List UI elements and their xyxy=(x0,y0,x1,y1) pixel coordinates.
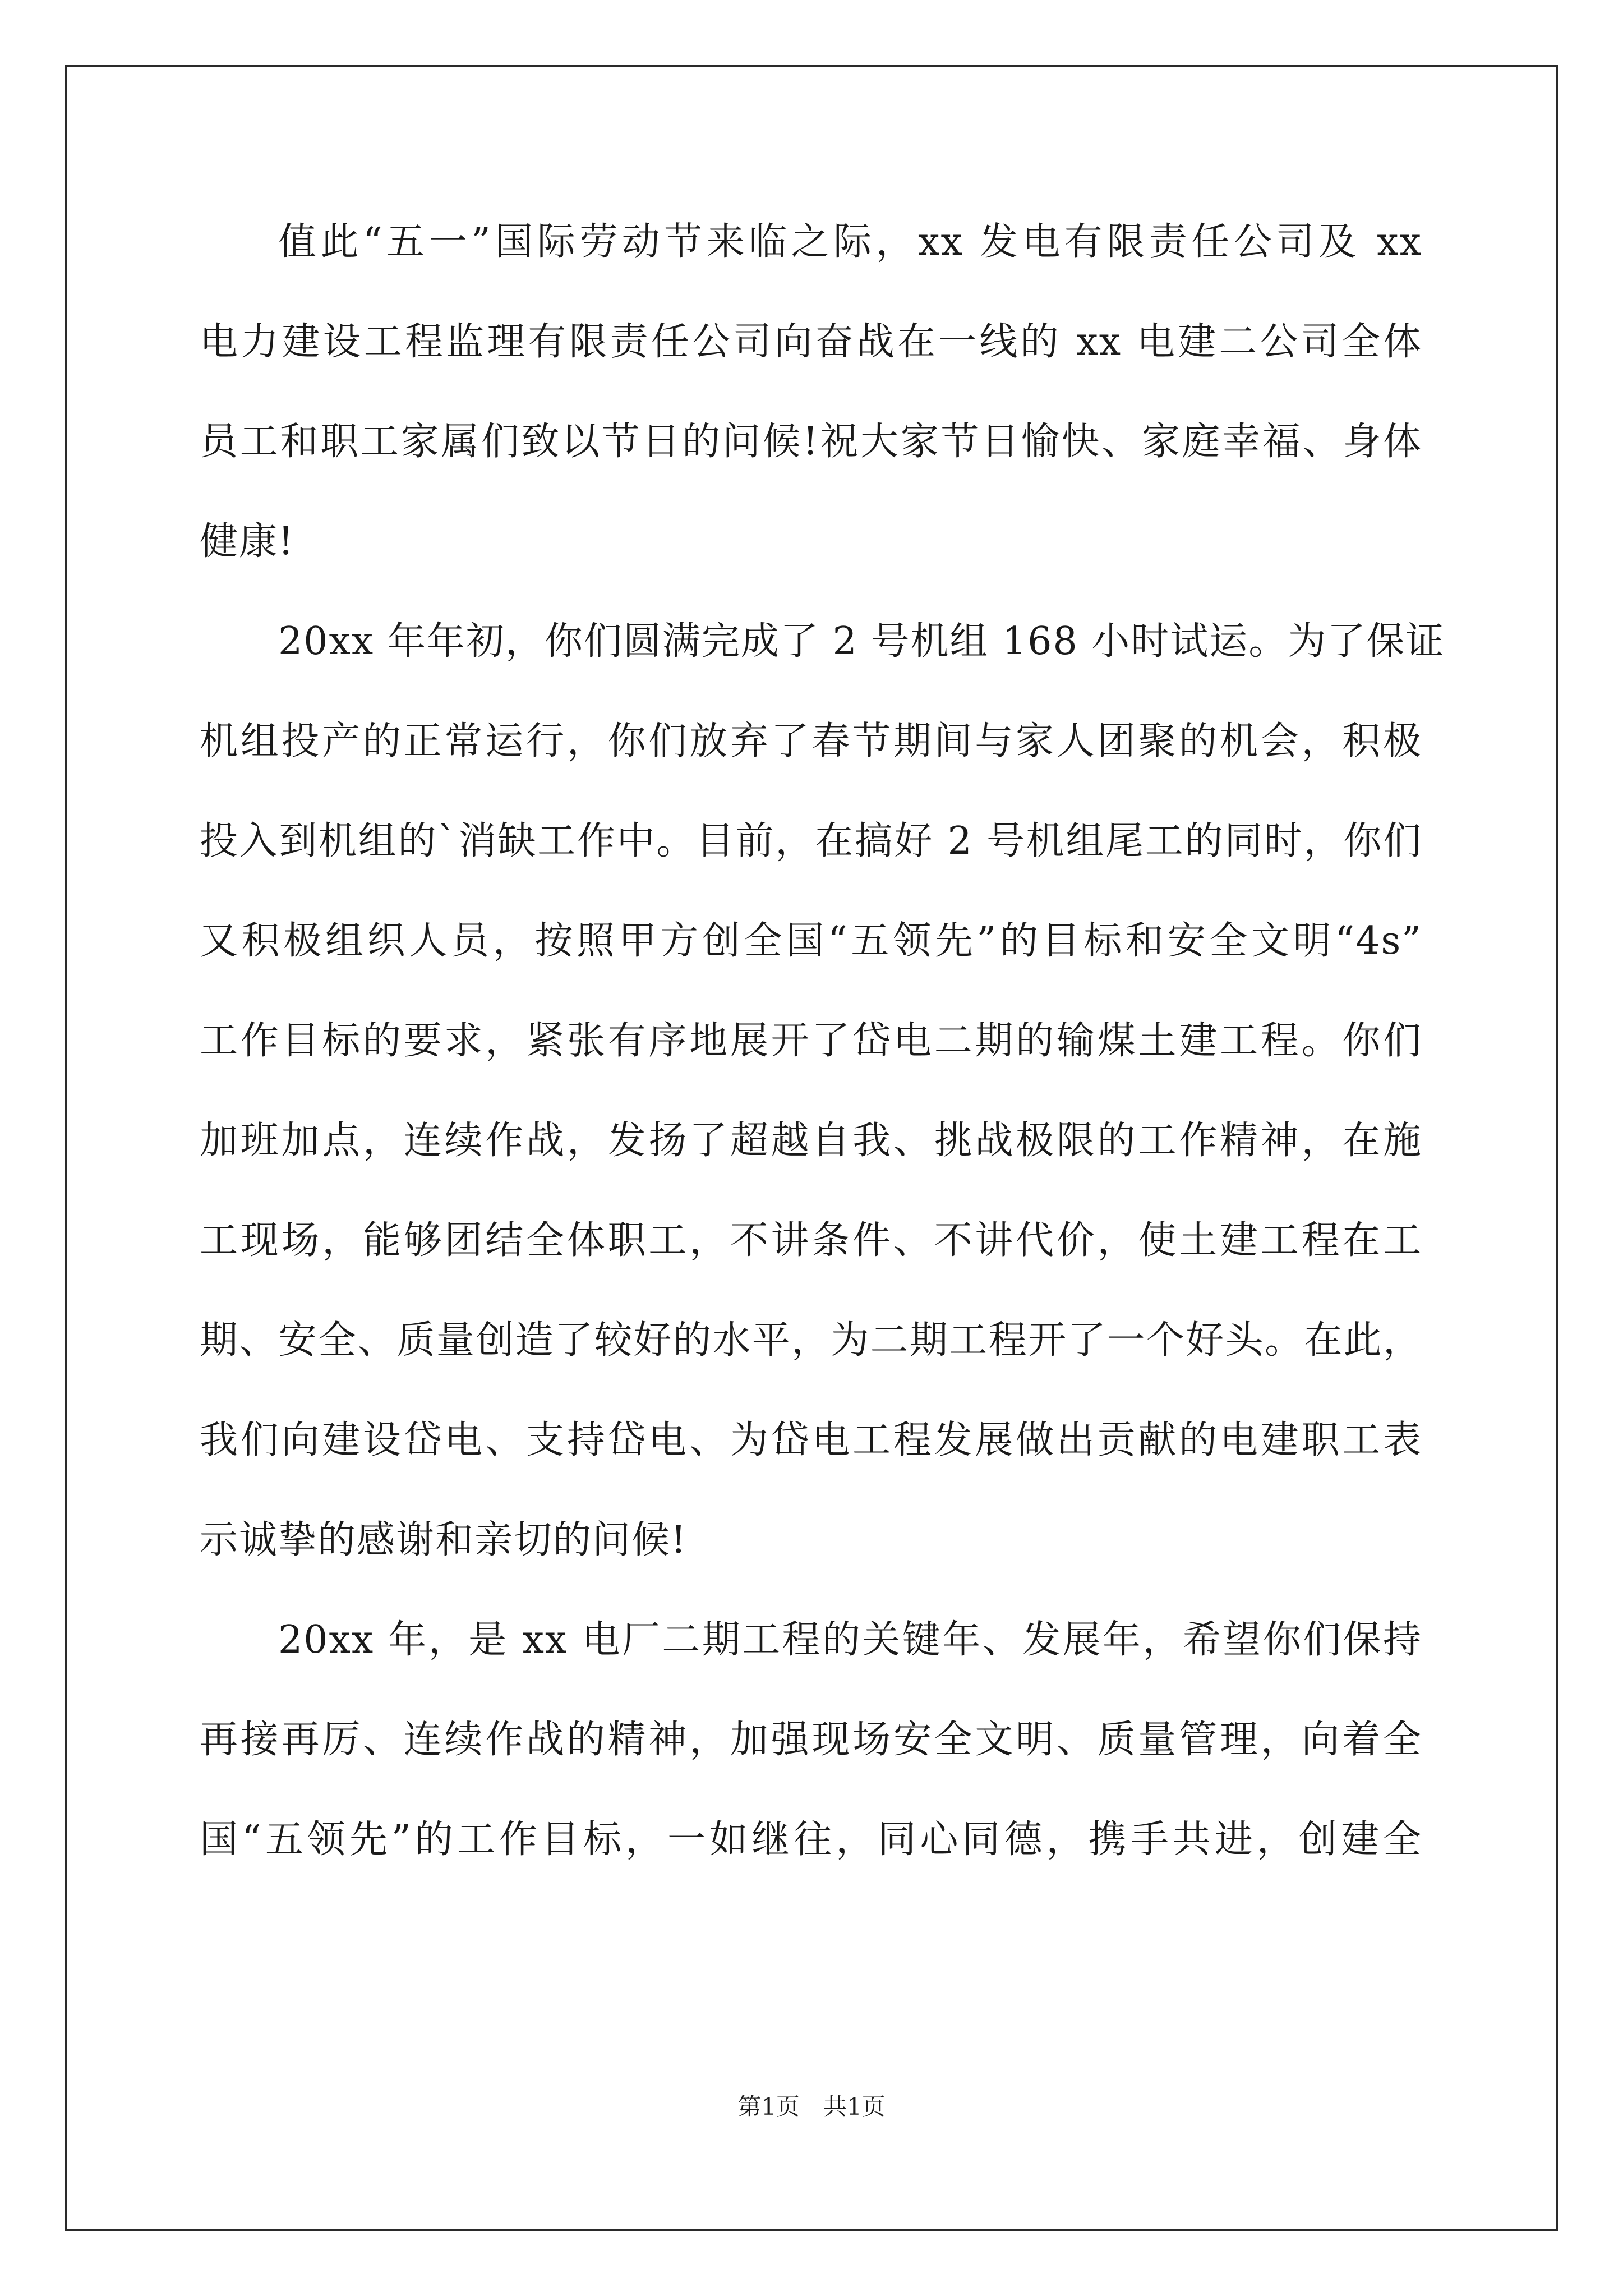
paragraph-2-line-10: 示诚挚的感谢和亲切的问候! xyxy=(200,1518,688,1562)
paragraph-2-line-3: 投入到机组的`消缺工作中。目前，在搞好 2 号机组尾工的同时，你们 xyxy=(200,819,1422,863)
paragraph-3-line-2: 再接再厉、连续作战的精神，加强现场安全文明、质量管理，向着全 xyxy=(200,1718,1422,1762)
paragraph-1-line-1: 值此“五一”国际劳动节来临之际，xx 发电有限责任公司及 xx xyxy=(278,220,1422,264)
page-total: 共1页 xyxy=(823,2093,886,2120)
page-number: 第1页 xyxy=(737,2093,800,2120)
paragraph-2-line-9: 我们向建设岱电、支持岱电、为岱电工程发展做出贡献的电建职工表 xyxy=(200,1418,1422,1462)
paragraph-1-line-3: 员工和职工家属们致以节日的问候!祝大家节日愉快、家庭幸福、身体 xyxy=(200,420,1422,464)
paragraph-2-line-5: 工作目标的要求，紧张有序地展开了岱电二期的输煤土建工程。你们 xyxy=(200,1019,1422,1063)
paragraph-1-line-2: 电力建设工程监理有限责任公司向奋战在一线的 xx 电建二公司全体 xyxy=(200,320,1422,364)
paragraph-2-line-7: 工现场，能够团结全体职工，不讲条件、不讲代价，使土建工程在工 xyxy=(200,1218,1422,1263)
paragraph-2-line-1: 20xx 年年初，你们圆满完成了 2 号机组 168 小时试运。为了保证 xyxy=(278,619,1445,664)
paragraph-3-line-1: 20xx 年，是 xx 电厂二期工程的关键年、发展年，希望你们保持 xyxy=(278,1618,1422,1662)
paragraph-2-line-8: 期、安全、质量创造了较好的水平，为二期工程开了一个好头。在此， xyxy=(200,1318,1422,1363)
paragraph-2-line-4: 又积极组织人员，按照甲方创全国“五领先”的目标和安全文明“4s” xyxy=(200,919,1422,963)
paragraph-1-line-4: 健康! xyxy=(200,519,295,564)
page-footer xyxy=(0,2090,1623,2124)
paragraph-3-line-3: 国“五领先”的工作目标，一如继往，同心同德，携手共进，创建全 xyxy=(200,1818,1422,1862)
paragraph-2-line-2: 机组投产的正常运行，你们放弃了春节期间与家人团聚的机会，积极 xyxy=(200,719,1422,763)
paragraph-2-line-6: 加班加点，连续作战，发扬了超越自我、挑战极限的工作精神，在施 xyxy=(200,1119,1422,1163)
